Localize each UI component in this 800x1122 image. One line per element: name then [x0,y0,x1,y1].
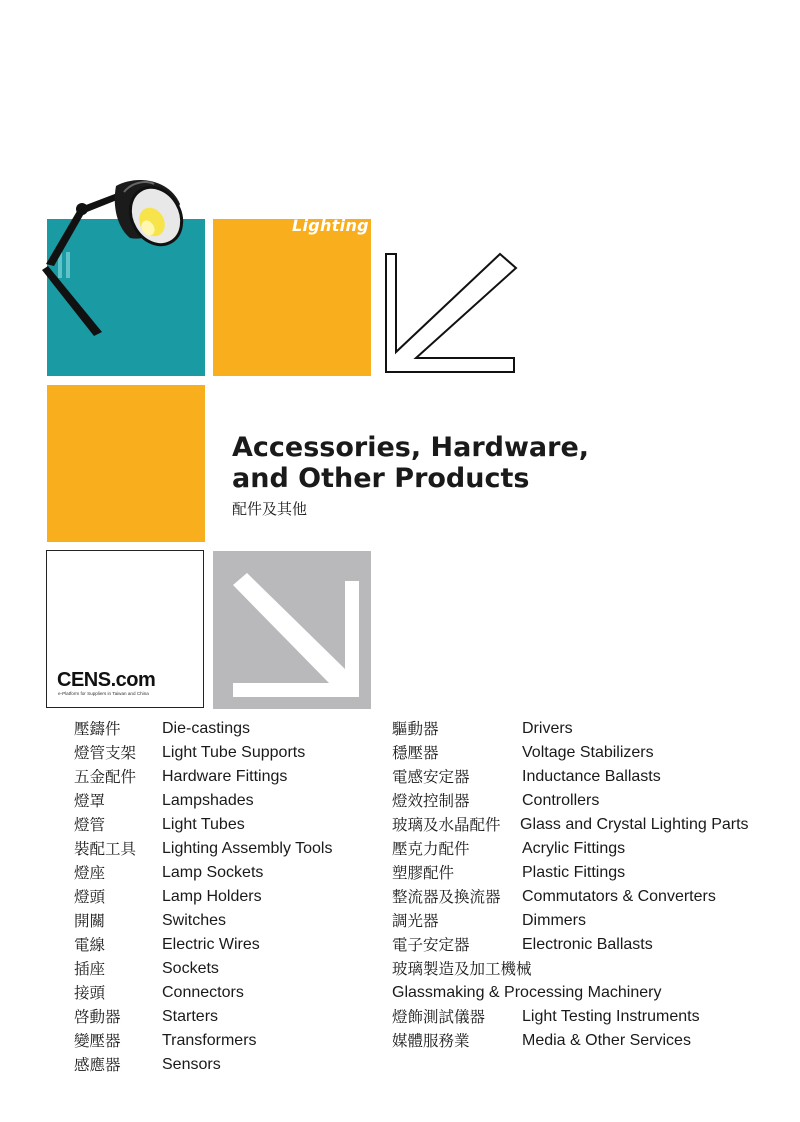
item-zh: 玻璃及水晶配件 [392,816,501,834]
desk-lamp-icon [38,172,188,340]
item-zh: 燈座 [74,864,106,882]
item-en: Starters [162,1008,219,1025]
item-zh: 插座 [74,960,106,978]
item-en: Electronic Ballasts [522,936,653,953]
item-zh: 裝配工具 [74,840,137,858]
item-zh: 啓動器 [74,1008,121,1026]
item-en: Lampshades [162,792,254,809]
item-en: Switches [162,912,227,929]
item-zh: 變壓器 [74,1032,121,1050]
arrow-down-left-icon [382,248,522,378]
item-en: Lamp Sockets [162,864,264,881]
item-zh: 燈頭 [74,888,106,906]
product-list-right [392,717,772,1063]
item-zh: 媒體服務業 [392,1032,470,1050]
item-zh: 燈罩 [74,792,106,810]
item-zh: 接頭 [74,984,106,1002]
item-en: Die-castings [162,720,251,737]
item-en: Lamp Holders [162,888,262,905]
item-zh: 電子安定器 [392,936,470,954]
item-zh: 壓克力配件 [392,840,470,858]
section-tag: Lighting [292,216,369,235]
item-en: Connectors [162,984,244,1001]
product-list-left [74,717,374,1087]
item-zh: 電線 [74,936,106,954]
logo-tagline: e-Platform for Suppliers in Taiwan and China [58,691,149,696]
item-en: Media & Other Services [522,1032,691,1049]
item-zh: 感應器 [74,1056,121,1074]
item-en: Glass and Crystal Lighting Parts [520,816,749,833]
item-en: Plastic Fittings [522,864,626,881]
logo-text: CENS.com [57,669,156,691]
item-en: Electric Wires [162,936,260,953]
item-zh: 調光器 [392,912,439,930]
item-zh: 燈管支架 [74,744,137,762]
item-zh: 整流器及換流器 [392,888,501,906]
item-en: Light Testing Instruments [522,1008,700,1025]
title-line-2: and Other Products [232,463,530,494]
item-en: Acrylic Fittings [522,840,626,857]
orange-block-left [47,385,205,542]
item-zh: 壓鑄件 [74,720,121,738]
item-zh: 塑膠配件 [392,864,455,882]
item-en: Inductance Ballasts [522,768,661,785]
item-en: Glassmaking & Processing Machinery [392,984,662,1001]
page-subtitle: 配件及其他 [232,500,308,518]
item-en: Dimmers [522,912,586,929]
item-en: Light Tubes [162,816,245,833]
item-en: Hardware Fittings [162,768,288,785]
item-en: Lighting Assembly Tools [162,840,333,857]
item-zh: 燈效控制器 [392,792,470,810]
item-zh: 燈管 [74,816,106,834]
item-zh: 開關 [74,912,106,930]
item-en: Sensors [162,1056,221,1073]
logo-box [46,550,204,708]
item-zh: 五金配件 [74,768,137,786]
item-zh: 穩壓器 [392,744,439,762]
item-zh: 玻璃製造及加工機械 [392,960,532,978]
item-en: Sockets [162,960,219,977]
title-line-1: Accessories, Hardware, [232,432,590,463]
item-en: Drivers [522,720,573,737]
item-en: Transformers [162,1032,257,1049]
item-en: Commutators & Converters [522,888,716,905]
item-zh: 電感安定器 [392,768,470,786]
item-zh: 燈飾測試儀器 [392,1008,486,1026]
item-en: Controllers [522,792,600,809]
orange-block-top [213,219,371,376]
item-en: Light Tube Supports [162,744,306,761]
page-title [232,432,589,494]
arrow-down-right-icon [213,551,371,709]
item-en: Voltage Stabilizers [522,744,654,761]
item-zh: 驅動器 [392,720,439,738]
